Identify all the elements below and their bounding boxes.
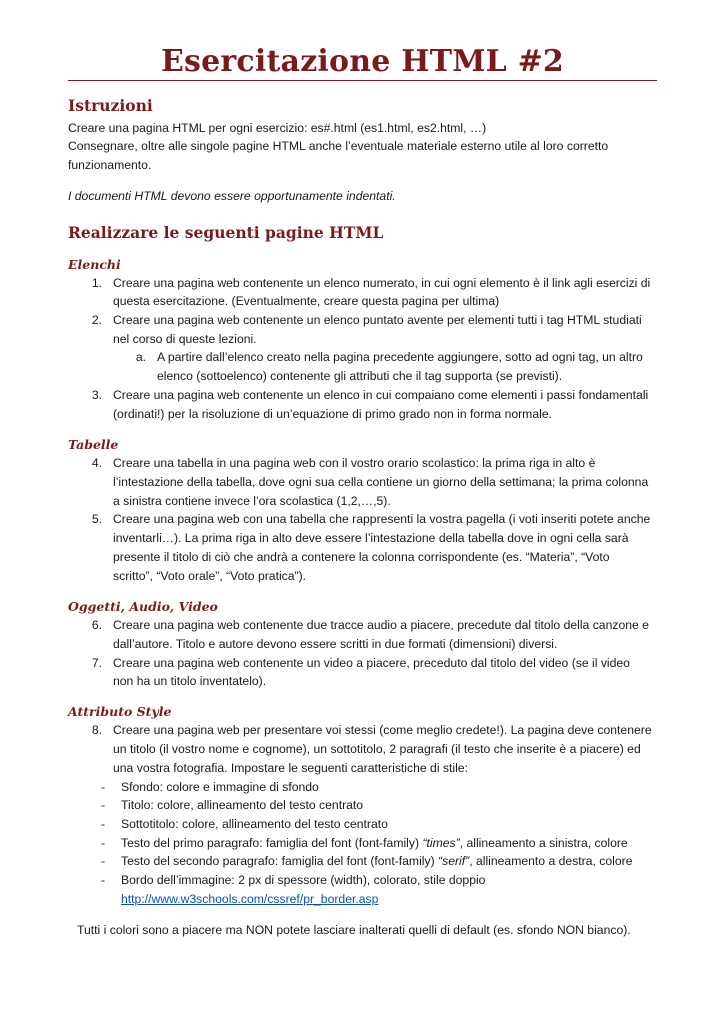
- title-divider: [68, 80, 657, 81]
- style-item-text: Testo del primo paragrafo: famiglia del font (font-family): [121, 836, 423, 850]
- style-item: Sfondo: colore e immagine di sfondo: [121, 780, 319, 794]
- exercise-text: un titolo (il vostro nome e cognome), un sottotitolo, 2 paragrafi (il testo che inserite è a piacere) ed: [113, 742, 641, 756]
- style-item: Bordo dell’immagine: 2 px di spessore (width), colorato, stile doppio: [121, 873, 486, 887]
- list-number: 5.: [91, 512, 102, 526]
- page-title: Esercitazione HTML #2: [160, 44, 565, 79]
- list-number: 3.: [91, 388, 102, 402]
- exercise-text: Creare una pagina web contenente un elenco in cui compaiano come elementi i passi fondamentali: [113, 388, 649, 402]
- exercise-text: Creare una pagina web contenente due tracce audio a piacere, precedute dal titolo della canzone e: [113, 618, 649, 632]
- style-item-text: , allineamento a destra, colore: [469, 854, 633, 868]
- style-item-text: , allineamento a sinistra, colore: [459, 836, 628, 850]
- sublist-letter: a.: [135, 350, 146, 364]
- list-number: 1.: [91, 276, 102, 290]
- style-item: Sottotitolo: colore, allineamento del testo centrato: [121, 817, 388, 831]
- exercise-text: scritto”, “Voto orale”, “Voto pratica”).: [113, 569, 307, 583]
- tabelle-heading: Tabelle: [68, 437, 119, 452]
- style-item-text: Testo del secondo paragrafo: famiglia del font (font-family): [121, 854, 439, 868]
- exercise-text: Creare una tabella in una pagina web con il vostro orario scolastico: la prima riga in alto è: [113, 456, 596, 470]
- exercise-text: a sinistra contiene invece l’ora scolastica (1,2,…,5).: [113, 494, 391, 508]
- exercise-text: Creare una pagina web con una tabella che rappresenti la vostra pagella (i voti inseriti potete anche: [113, 512, 651, 526]
- exercise-text: Creare una pagina web contenente un elenco puntato avente per elementi tutti i tag HTML studiati: [113, 313, 642, 327]
- dash-bullet: -: [101, 873, 106, 887]
- istruzioni-heading: Istruzioni: [68, 96, 153, 115]
- oggetti-heading: Oggetti, Audio, Video: [68, 599, 218, 614]
- dash-bullet: -: [101, 780, 106, 794]
- exercise-text: elenco (sottoelenco) contenente gli attributi che il tag supporta (se previsti).: [157, 369, 563, 383]
- dash-bullet: -: [101, 836, 106, 850]
- exercise-text: Creare una pagina web per presentare voi stessi (come meglio credete!). La pagina deve contenere: [113, 723, 652, 737]
- dash-bullet: -: [101, 798, 106, 812]
- list-number: 4.: [91, 456, 102, 470]
- exercise-text: l’intestazione della tabella, dove ogni sua cella contiene un giorno della settimana; la prima colonna: [113, 475, 649, 489]
- exercise-text: presente il titolo di ciò che andrà a contenere la colonna corrispondente (es. “Materia”, “Voto: [113, 550, 610, 564]
- exercise-text: non ha un titolo inventatelo).: [113, 674, 267, 688]
- list-number: 7.: [91, 656, 102, 670]
- font-name: “times”: [422, 836, 460, 850]
- exercise-text: dall’autore. Titolo e autore devono essere scritti in due formati (dimensioni) diversi.: [113, 637, 558, 651]
- w3schools-link[interactable]: http://www.w3schools.com/cssref/pr_border.asp: [121, 892, 379, 906]
- style-item: [121, 834, 628, 853]
- exercise-text: Creare una pagina web contenente un elenco numerato, in cui ogni elemento è il link agli esercizi di: [113, 276, 651, 290]
- indentation-note: I documenti HTML devono essere opportunamente indentati.: [68, 189, 396, 203]
- list-number: 2.: [91, 313, 102, 327]
- exercise-text: inventarli…). La prima riga in alto deve essere l’intestazione della tabella dove in ogni cella sarà: [113, 531, 629, 545]
- dash-bullet: -: [101, 817, 106, 831]
- elenchi-heading: Elenchi: [68, 257, 121, 272]
- attributo-heading: Attributo Style: [68, 704, 172, 719]
- list-number: 6.: [91, 618, 102, 632]
- style-item: Titolo: colore, allineamento del testo centrato: [121, 798, 364, 812]
- reference-link-wrapper: [121, 890, 378, 909]
- exercise-text: nel corso di queste lezioni.: [113, 332, 257, 346]
- istruzioni-line: funzionamento.: [68, 158, 152, 172]
- istruzioni-line: Creare una pagina HTML per ogni esercizio: es#.html (es1.html, es2.html, …): [68, 121, 487, 135]
- colors-note: Tutti i colori sono a piacere ma NON potete lasciare inalterati quelli di default (es. sfondo NON bianco).: [77, 923, 631, 937]
- realizzare-heading: Realizzare le seguenti pagine HTML: [68, 223, 384, 242]
- font-name: “serif”: [438, 854, 470, 868]
- exercise-text: una vostra fotografia. Impostare le seguenti caratteristiche di stile:: [113, 761, 468, 775]
- style-item: [121, 852, 632, 871]
- exercise-text: Creare una pagina web contenente un video a piacere, preceduto dal titolo del video (se il video: [113, 656, 630, 670]
- list-number: 8.: [91, 723, 102, 737]
- istruzioni-line: Consegnare, oltre alle singole pagine HTML anche l’eventuale materiale esterno utile al loro corretto: [68, 139, 609, 153]
- exercise-text: (ordinati!) per la risoluzione di un’equazione di primo grado non in forma normale.: [113, 407, 552, 421]
- dash-bullet: -: [101, 854, 106, 868]
- exercise-text: questa esercitazione. (Eventualmente, creare questa pagina per ultima): [113, 294, 500, 308]
- exercise-text: A partire dall’elenco creato nella pagina precedente aggiungere, sotto ad ogni tag, un altro: [157, 350, 643, 364]
